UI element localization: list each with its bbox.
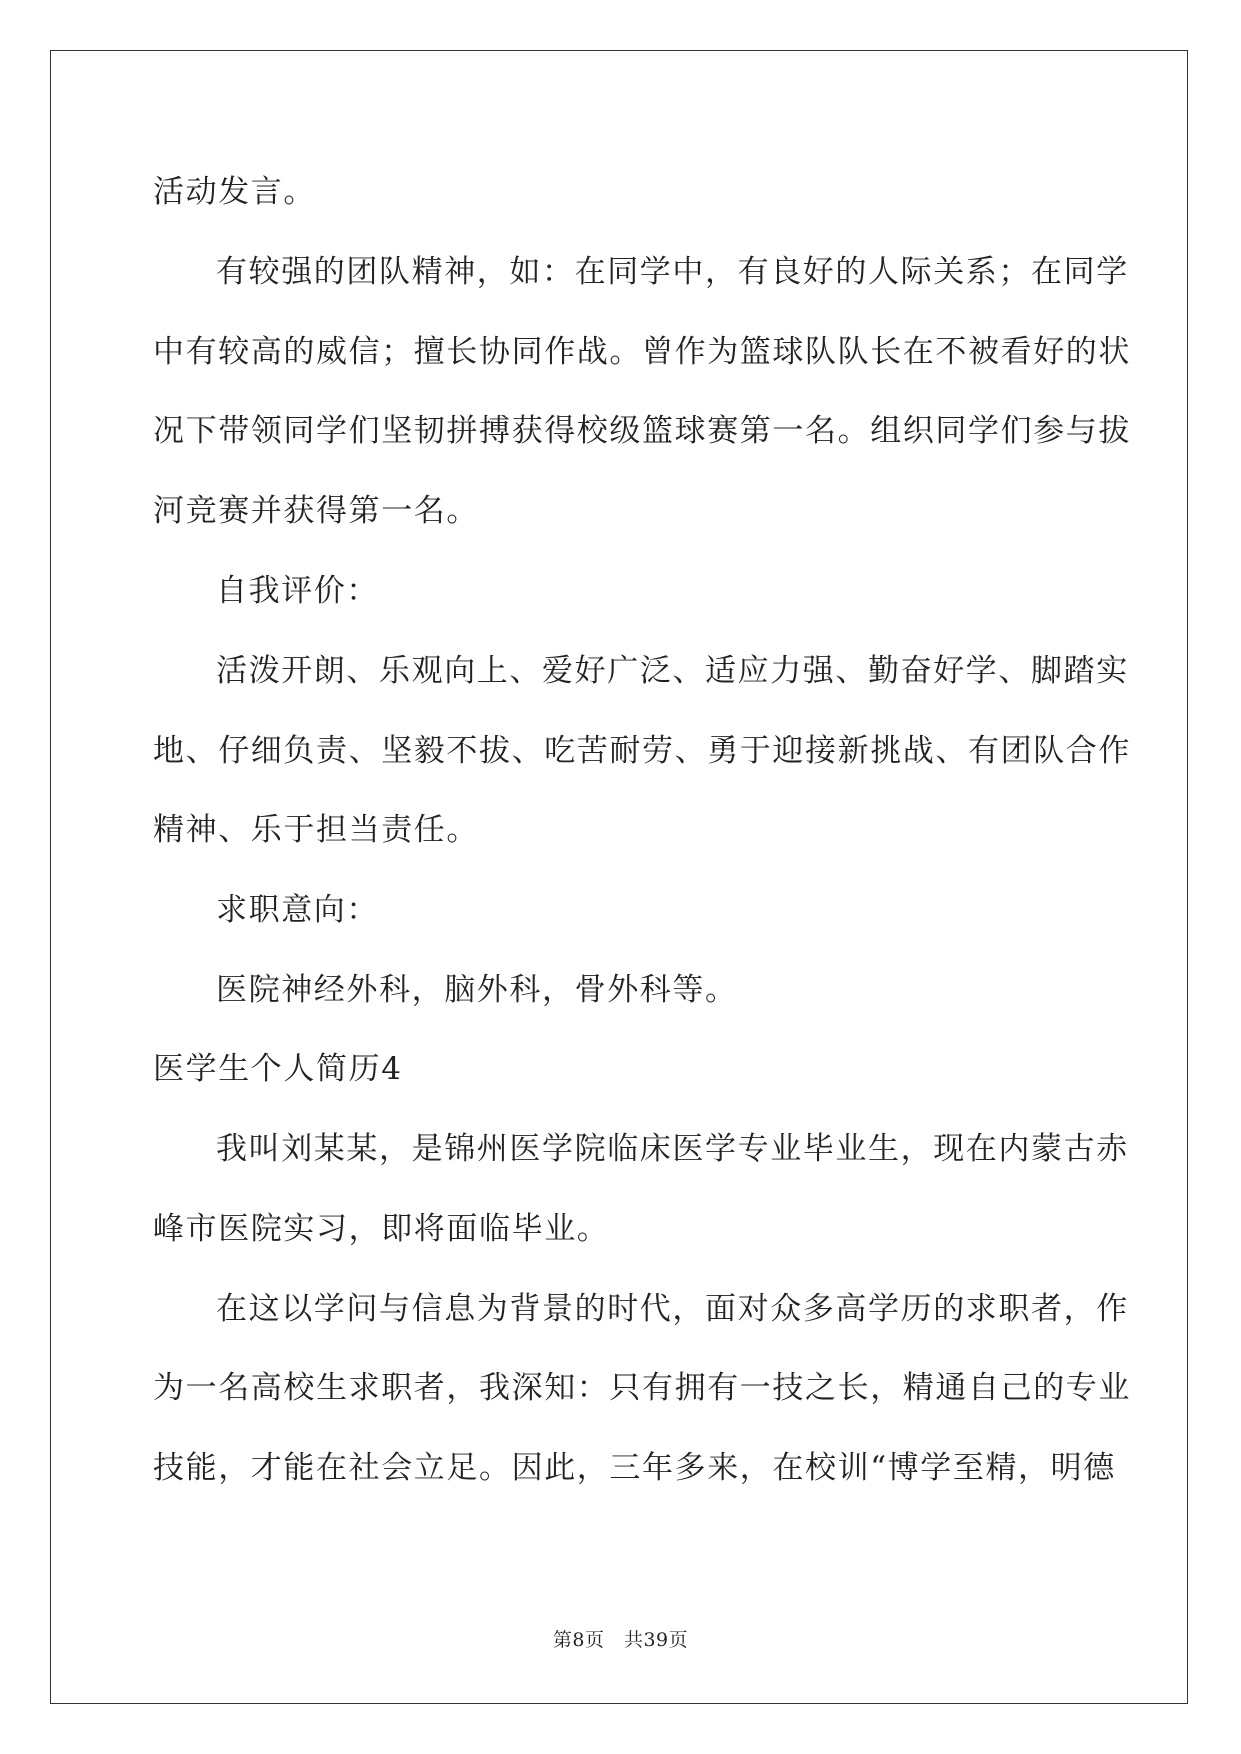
text-line: 河竞赛并获得第一名。	[153, 493, 479, 529]
text-line: 为一名高校生求职者，我深知：只有拥有一技之长，精通自己的专业	[153, 1370, 1131, 1406]
text-line: 峰市医院实习，即将面临毕业。	[153, 1211, 610, 1247]
section-heading: 求职意向：	[216, 892, 379, 928]
text-line: 精神、乐于担当责任。	[153, 812, 479, 848]
text-line: 医院神经外科，脑外科，骨外科等。	[216, 972, 738, 1008]
text-line: 活泼开朗、乐观向上、爱好广泛、适应力强、勤奋好学、脚踏实	[216, 653, 1129, 689]
text-line: 中有较高的威信；擅长协同作战。曾作为篮球队队长在不被看好的状	[153, 334, 1131, 370]
document-title: 医学生个人简历4	[153, 1051, 403, 1087]
section-heading: 自我评价：	[216, 573, 379, 609]
page-number: 第8页 共39页	[552, 1629, 689, 1651]
text-line: 地、仔细负责、坚毅不拔、吃苦耐劳、勇于迎接新挑战、有团队合作	[153, 733, 1131, 769]
text-line: 在这以学问与信息为背景的时代，面对众多高学历的求职者，作	[216, 1291, 1129, 1327]
text-line: 技能，才能在社会立足。因此，三年多来，在校训“博学至精，明德	[153, 1450, 1116, 1486]
text-line: 活动发言。	[153, 174, 316, 210]
text-line: 有较强的团队精神，如：在同学中，有良好的人际关系；在同学	[216, 254, 1129, 290]
text-line: 我叫刘某某，是锦州医学院临床医学专业毕业生，现在内蒙古赤	[216, 1131, 1129, 1167]
text-line: 况下带领同学们坚韧拼搏获得校级篮球赛第一名。组织同学们参与拔	[153, 413, 1131, 449]
